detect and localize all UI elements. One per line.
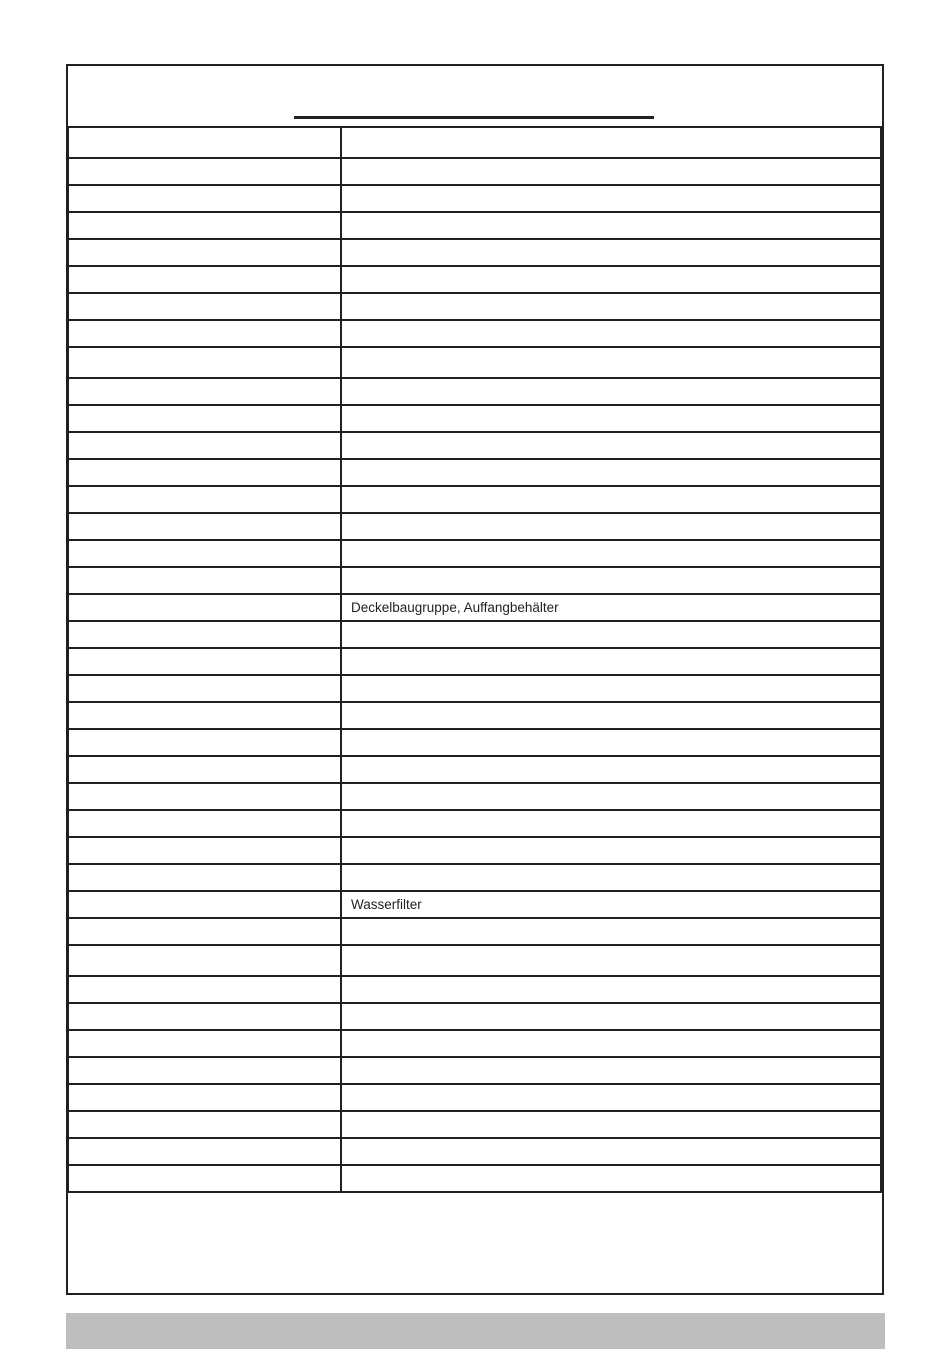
table-row xyxy=(68,567,881,594)
part-description-cell xyxy=(341,513,881,540)
part-number-cell xyxy=(68,702,341,729)
table-row xyxy=(68,1057,881,1084)
table-row xyxy=(68,621,881,648)
part-description-cell xyxy=(341,1165,881,1192)
part-description-cell xyxy=(341,347,881,378)
part-number-cell xyxy=(68,513,341,540)
title-underline xyxy=(294,116,654,119)
part-description-cell xyxy=(341,540,881,567)
table-row xyxy=(68,1165,881,1192)
part-description-cell xyxy=(341,621,881,648)
part-description-cell xyxy=(341,1003,881,1030)
part-number-cell xyxy=(68,127,341,158)
table-row xyxy=(68,945,881,976)
part-number-cell xyxy=(68,891,341,918)
table-row xyxy=(68,513,881,540)
part-description-cell xyxy=(341,837,881,864)
part-description-cell xyxy=(341,293,881,320)
part-number-cell xyxy=(68,675,341,702)
part-description-cell xyxy=(341,702,881,729)
part-number-cell xyxy=(68,783,341,810)
part-number-cell xyxy=(68,976,341,1003)
table-row xyxy=(68,810,881,837)
table-row xyxy=(68,1030,881,1057)
table-row xyxy=(68,1003,881,1030)
part-description-cell xyxy=(341,864,881,891)
part-number-cell xyxy=(68,567,341,594)
part-number-cell xyxy=(68,239,341,266)
table-row xyxy=(68,648,881,675)
parts-table-body xyxy=(68,127,881,1192)
part-description-cell xyxy=(341,783,881,810)
part-description-cell xyxy=(341,810,881,837)
part-description-cell xyxy=(341,1084,881,1111)
table-row xyxy=(68,347,881,378)
table-row xyxy=(68,756,881,783)
part-description-cell xyxy=(341,378,881,405)
part-number-cell xyxy=(68,918,341,945)
part-description-cell xyxy=(341,1138,881,1165)
table-row xyxy=(68,486,881,513)
table-row xyxy=(68,891,881,918)
part-number-cell xyxy=(68,594,341,621)
part-number-cell xyxy=(68,756,341,783)
part-number-cell xyxy=(68,158,341,185)
part-number-cell xyxy=(68,1057,341,1084)
table-row xyxy=(68,158,881,185)
part-number-cell xyxy=(68,405,341,432)
part-description-cell xyxy=(341,729,881,756)
table-row xyxy=(68,540,881,567)
part-number-cell xyxy=(68,185,341,212)
part-description-cell xyxy=(341,567,881,594)
part-description-cell xyxy=(341,239,881,266)
part-description-cell xyxy=(341,1057,881,1084)
part-number-cell xyxy=(68,837,341,864)
part-number-cell xyxy=(68,212,341,239)
table-row xyxy=(68,783,881,810)
part-number-cell xyxy=(68,1030,341,1057)
part-description-cell xyxy=(341,185,881,212)
part-number-cell xyxy=(68,1165,341,1192)
table-row xyxy=(68,702,881,729)
part-number-cell xyxy=(68,864,341,891)
part-number-cell xyxy=(68,1111,341,1138)
table-row xyxy=(68,320,881,347)
table-row xyxy=(68,459,881,486)
table-row xyxy=(68,212,881,239)
part-description-cell xyxy=(341,918,881,945)
part-number-cell xyxy=(68,729,341,756)
table-row xyxy=(68,729,881,756)
part-number-cell xyxy=(68,486,341,513)
table-row xyxy=(68,1138,881,1165)
part-number-cell xyxy=(68,1138,341,1165)
part-number-cell xyxy=(68,540,341,567)
table-row xyxy=(68,594,881,621)
part-description-cell xyxy=(341,158,881,185)
part-number-cell xyxy=(68,621,341,648)
part-description-cell xyxy=(341,486,881,513)
footer-bar xyxy=(66,1313,885,1349)
part-number-cell xyxy=(68,266,341,293)
part-description-cell: Deckelbaugruppe, Auffangbehälter xyxy=(341,594,881,621)
table-row xyxy=(68,239,881,266)
part-number-cell xyxy=(68,648,341,675)
table-row xyxy=(68,293,881,320)
part-number-cell xyxy=(68,432,341,459)
table-row xyxy=(68,837,881,864)
table-row xyxy=(68,864,881,891)
part-description-cell: Wasserfilter xyxy=(341,891,881,918)
part-number-cell xyxy=(68,810,341,837)
part-description-cell xyxy=(341,945,881,976)
table-row xyxy=(68,1084,881,1111)
part-description-cell xyxy=(341,1111,881,1138)
table-row xyxy=(68,976,881,1003)
table-row xyxy=(68,127,881,158)
parts-table xyxy=(67,126,882,1193)
part-description-cell xyxy=(341,756,881,783)
part-description-cell xyxy=(341,127,881,158)
part-number-cell xyxy=(68,1003,341,1030)
part-number-cell xyxy=(68,347,341,378)
table-row xyxy=(68,918,881,945)
table-row xyxy=(68,378,881,405)
part-description-cell xyxy=(341,266,881,293)
part-number-cell xyxy=(68,945,341,976)
part-number-cell xyxy=(68,1084,341,1111)
part-description-cell xyxy=(341,459,881,486)
table-row xyxy=(68,1111,881,1138)
part-number-cell xyxy=(68,293,341,320)
part-number-cell xyxy=(68,459,341,486)
part-description-cell xyxy=(341,432,881,459)
part-description-cell xyxy=(341,976,881,1003)
table-row xyxy=(68,432,881,459)
part-description-cell xyxy=(341,1030,881,1057)
part-number-cell xyxy=(68,378,341,405)
table-row xyxy=(68,405,881,432)
part-description-cell xyxy=(341,320,881,347)
table-row xyxy=(68,185,881,212)
part-number-cell xyxy=(68,320,341,347)
table-row xyxy=(68,675,881,702)
table-row xyxy=(68,266,881,293)
part-description-cell xyxy=(341,405,881,432)
part-description-cell xyxy=(341,212,881,239)
part-description-cell xyxy=(341,675,881,702)
part-description-cell xyxy=(341,648,881,675)
